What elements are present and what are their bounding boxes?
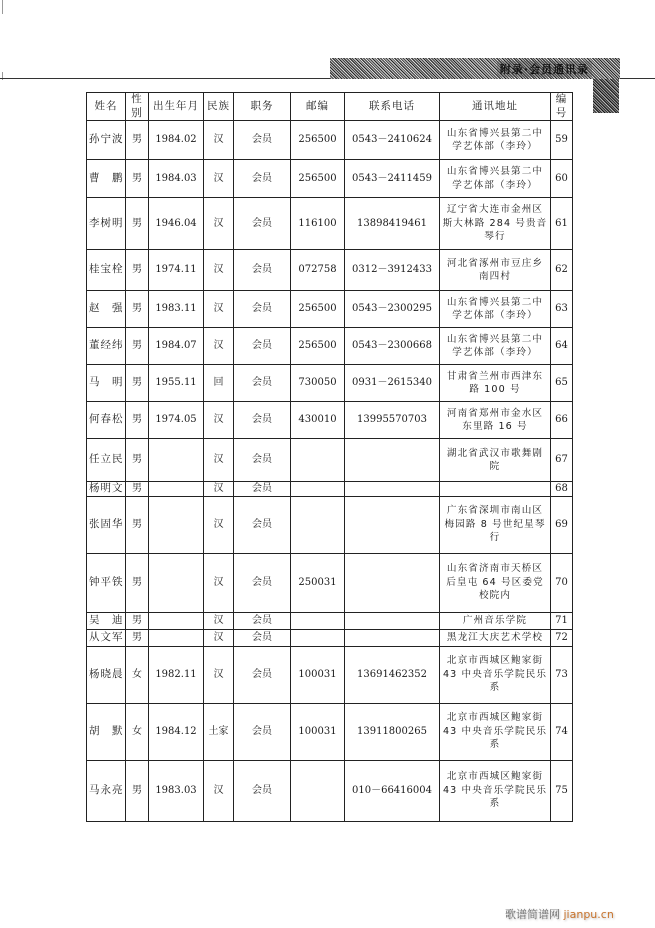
cell-ethnicity: 汉: [204, 291, 234, 328]
cell-birth-date: [149, 496, 204, 553]
cell-ethnicity: 汉: [204, 121, 234, 160]
cell-birth-date: 1974.11: [149, 250, 204, 291]
cell-address: 河北省涿州市豆庄乡南四村: [440, 250, 551, 291]
cell-address: 广东省深圳市南山区梅园路 8 号世纪星琴行: [440, 496, 551, 553]
cell-id: 68: [551, 482, 573, 497]
cell-name: 杨明文: [87, 482, 126, 497]
cell-postcode: 256500: [291, 160, 345, 198]
cell-role: 会员: [234, 402, 291, 439]
table-row: [87, 760, 573, 821]
table-body: [87, 121, 573, 822]
member-roster-table: [86, 92, 573, 822]
cell-address: 山东省博兴县第二中学艺体部（李玲）: [440, 121, 551, 160]
page-edge-mark: [2, 0, 3, 14]
cell-phone: 0543－2411459: [345, 160, 440, 198]
cell-name: 赵 强: [87, 291, 126, 328]
cell-name: 钟平铁: [87, 553, 126, 612]
cell-birth-date: 1983.11: [149, 291, 204, 328]
cell-id: 66: [551, 402, 573, 439]
cell-postcode: [291, 439, 345, 482]
cell-phone: 13691462352: [345, 646, 440, 703]
table-row: [87, 402, 573, 439]
site-watermark: [505, 906, 614, 922]
cell-name: 董经纬: [87, 328, 126, 365]
cell-name: 胡 默: [87, 703, 126, 760]
cell-phone: [345, 496, 440, 553]
cell-ethnicity: 汉: [204, 482, 234, 497]
cell-postcode: 100031: [291, 646, 345, 703]
cell-gender: 男: [126, 291, 149, 328]
cell-postcode: 116100: [291, 198, 345, 250]
cell-gender: 男: [126, 760, 149, 821]
cell-role: 会员: [234, 160, 291, 198]
cell-birth-date: 1946.04: [149, 198, 204, 250]
cell-phone: 0543－2300295: [345, 291, 440, 328]
cell-phone: [345, 439, 440, 482]
cell-birth-date: 1984.03: [149, 160, 204, 198]
cell-gender: 男: [126, 160, 149, 198]
cell-id: 74: [551, 703, 573, 760]
cell-ethnicity: 汉: [204, 629, 234, 646]
cell-birth-date: 1984.12: [149, 703, 204, 760]
cell-role: 会员: [234, 198, 291, 250]
cell-id: 60: [551, 160, 573, 198]
table-row: [87, 646, 573, 703]
cell-birth-date: 1955.11: [149, 365, 204, 402]
cell-id: 71: [551, 612, 573, 629]
cell-role: 会员: [234, 496, 291, 553]
cell-id: 70: [551, 553, 573, 612]
cell-id: 67: [551, 439, 573, 482]
cell-postcode: 256500: [291, 291, 345, 328]
cell-id: 72: [551, 629, 573, 646]
cell-role: 会员: [234, 328, 291, 365]
cell-address: 北京市西城区鲍家街 43 中央音乐学院民乐系: [440, 703, 551, 760]
cell-address: 河南省郑州市金水区东里路 16 号: [440, 402, 551, 439]
cell-birth-date: [149, 439, 204, 482]
cell-address: 山东省博兴县第二中学艺体部（李玲）: [440, 160, 551, 198]
cell-birth-date: 1974.05: [149, 402, 204, 439]
cell-address: 山东省博兴县第二中学艺体部（李玲）: [440, 291, 551, 328]
cell-postcode: [291, 629, 345, 646]
cell-id: 62: [551, 250, 573, 291]
cell-phone: 0931－2615340: [345, 365, 440, 402]
table-row: [87, 250, 573, 291]
cell-ethnicity: 汉: [204, 760, 234, 821]
cell-role: 会员: [234, 291, 291, 328]
cell-address: 湖北省武汉市歌舞剧院: [440, 439, 551, 482]
table-row: [87, 198, 573, 250]
cell-birth-date: [149, 553, 204, 612]
table-row: [87, 553, 573, 612]
cell-phone: [345, 629, 440, 646]
cell-birth-date: [149, 482, 204, 497]
cell-ethnicity: 土家: [204, 703, 234, 760]
column-header-role: 职务: [234, 93, 291, 121]
cell-name: 杨晓晨: [87, 646, 126, 703]
cell-name: 吴 迪: [87, 612, 126, 629]
cell-id: 64: [551, 328, 573, 365]
cell-role: 会员: [234, 439, 291, 482]
cell-birth-date: 1984.07: [149, 328, 204, 365]
cell-gender: 女: [126, 703, 149, 760]
cell-role: 会员: [234, 760, 291, 821]
cell-birth-date: 1982.11: [149, 646, 204, 703]
cell-gender: 女: [126, 646, 149, 703]
cell-gender: 男: [126, 482, 149, 497]
cell-phone: 0543－2410624: [345, 121, 440, 160]
cell-name: 马永亮: [87, 760, 126, 821]
column-header-gender: 性别: [126, 93, 149, 121]
cell-name: 从文军: [87, 629, 126, 646]
cell-ethnicity: 回: [204, 365, 234, 402]
cell-birth-date: 1983.03: [149, 760, 204, 821]
cell-role: 会员: [234, 250, 291, 291]
cell-ethnicity: 汉: [204, 198, 234, 250]
cell-gender: 男: [126, 328, 149, 365]
cell-postcode: [291, 496, 345, 553]
column-header-birth-date: 出生年月: [149, 93, 204, 121]
cell-id: 65: [551, 365, 573, 402]
cell-ethnicity: 汉: [204, 496, 234, 553]
cell-gender: 男: [126, 365, 149, 402]
cell-role: 会员: [234, 703, 291, 760]
cell-address: 北京市西城区鲍家街 43 中央音乐学院民乐系: [440, 646, 551, 703]
page-number-tab: [593, 79, 619, 113]
table-row: [87, 121, 573, 160]
cell-role: 会员: [234, 121, 291, 160]
cell-postcode: [291, 612, 345, 629]
cell-phone: 0543－2300668: [345, 328, 440, 365]
cell-gender: 男: [126, 553, 149, 612]
cell-gender: 男: [126, 629, 149, 646]
cell-postcode: [291, 482, 345, 497]
cell-postcode: 730050: [291, 365, 345, 402]
cell-address: 辽宁省大连市金州区斯大林路 284 号贵音琴行: [440, 198, 551, 250]
table-row: [87, 160, 573, 198]
cell-role: 会员: [234, 612, 291, 629]
cell-postcode: 256500: [291, 328, 345, 365]
cell-gender: 男: [126, 612, 149, 629]
cell-ethnicity: 汉: [204, 439, 234, 482]
watermark-site-name: 歌谱简谱网: [505, 908, 560, 921]
cell-id: 59: [551, 121, 573, 160]
cell-phone: 13911800265: [345, 703, 440, 760]
cell-phone: 0312－3912433: [345, 250, 440, 291]
column-header-postcode: 邮编: [291, 93, 345, 121]
cell-name: 张固华: [87, 496, 126, 553]
table-row: [87, 629, 573, 646]
cell-birth-date: 1984.02: [149, 121, 204, 160]
cell-gender: 男: [126, 198, 149, 250]
cell-gender: 男: [126, 496, 149, 553]
cell-birth-date: [149, 629, 204, 646]
cell-postcode: 250031: [291, 553, 345, 612]
cell-id: 63: [551, 291, 573, 328]
cell-ethnicity: 汉: [204, 612, 234, 629]
table-row: [87, 703, 573, 760]
cell-address: 山东省博兴县第二中学艺体部（李玲）: [440, 328, 551, 365]
cell-birth-date: [149, 612, 204, 629]
table-row: [87, 496, 573, 553]
cell-phone: [345, 553, 440, 612]
cell-address: 北京市西城区鲍家街 43 中央音乐学院民乐系: [440, 760, 551, 821]
cell-role: 会员: [234, 629, 291, 646]
cell-ethnicity: 汉: [204, 553, 234, 612]
table-row: [87, 612, 573, 629]
cell-role: 会员: [234, 646, 291, 703]
cell-role: 会员: [234, 553, 291, 612]
cell-name: 何春松: [87, 402, 126, 439]
cell-id: 73: [551, 646, 573, 703]
cell-ethnicity: 汉: [204, 402, 234, 439]
cell-name: 曹 鹏: [87, 160, 126, 198]
cell-name: 桂宝栓: [87, 250, 126, 291]
cell-gender: 男: [126, 402, 149, 439]
cell-phone: 010－66416004: [345, 760, 440, 821]
cell-gender: 男: [126, 439, 149, 482]
table-row: [87, 365, 573, 402]
section-banner: [330, 58, 620, 79]
cell-id: 75: [551, 760, 573, 821]
banner-label: 附录·会员通讯录: [497, 61, 592, 77]
cell-phone: [345, 612, 440, 629]
cell-id: 69: [551, 496, 573, 553]
column-header-id: 编号: [551, 93, 573, 121]
cell-gender: 男: [126, 250, 149, 291]
cell-address: 山东省济南市天桥区后皇屯 64 号区委党校院内: [440, 553, 551, 612]
column-header-ethnicity: 民族: [204, 93, 234, 121]
cell-ethnicity: 汉: [204, 328, 234, 365]
cell-ethnicity: 汉: [204, 646, 234, 703]
table-row: [87, 482, 573, 497]
column-header-name: 姓名: [87, 93, 126, 121]
cell-name: 孙宁波: [87, 121, 126, 160]
cell-id: 61: [551, 198, 573, 250]
table-row: [87, 291, 573, 328]
cell-address: 广州音乐学院: [440, 612, 551, 629]
watermark-url: jianpu.cn: [563, 908, 614, 921]
cell-postcode: 100031: [291, 703, 345, 760]
cell-address: 黑龙江大庆艺术学校: [440, 629, 551, 646]
cell-address: 甘肃省兰州市西津东路 100 号: [440, 365, 551, 402]
cell-postcode: 072758: [291, 250, 345, 291]
cell-phone: 13995570703: [345, 402, 440, 439]
cell-name: 任立民: [87, 439, 126, 482]
table-row: [87, 439, 573, 482]
cell-postcode: [291, 760, 345, 821]
cell-phone: 13898419461: [345, 198, 440, 250]
cell-role: 会员: [234, 365, 291, 402]
cell-name: 李树明: [87, 198, 126, 250]
cell-postcode: 256500: [291, 121, 345, 160]
cell-gender: 男: [126, 121, 149, 160]
cell-ethnicity: 汉: [204, 160, 234, 198]
cell-ethnicity: 汉: [204, 250, 234, 291]
column-header-phone: 联系电话: [345, 93, 440, 121]
cell-phone: [345, 482, 440, 497]
table-header-row: [87, 93, 573, 121]
cell-name: 马 明: [87, 365, 126, 402]
cell-role: 会员: [234, 482, 291, 497]
cell-address: [440, 482, 551, 497]
cell-postcode: 430010: [291, 402, 345, 439]
table-row: [87, 328, 573, 365]
column-header-address: 通讯地址: [440, 93, 551, 121]
